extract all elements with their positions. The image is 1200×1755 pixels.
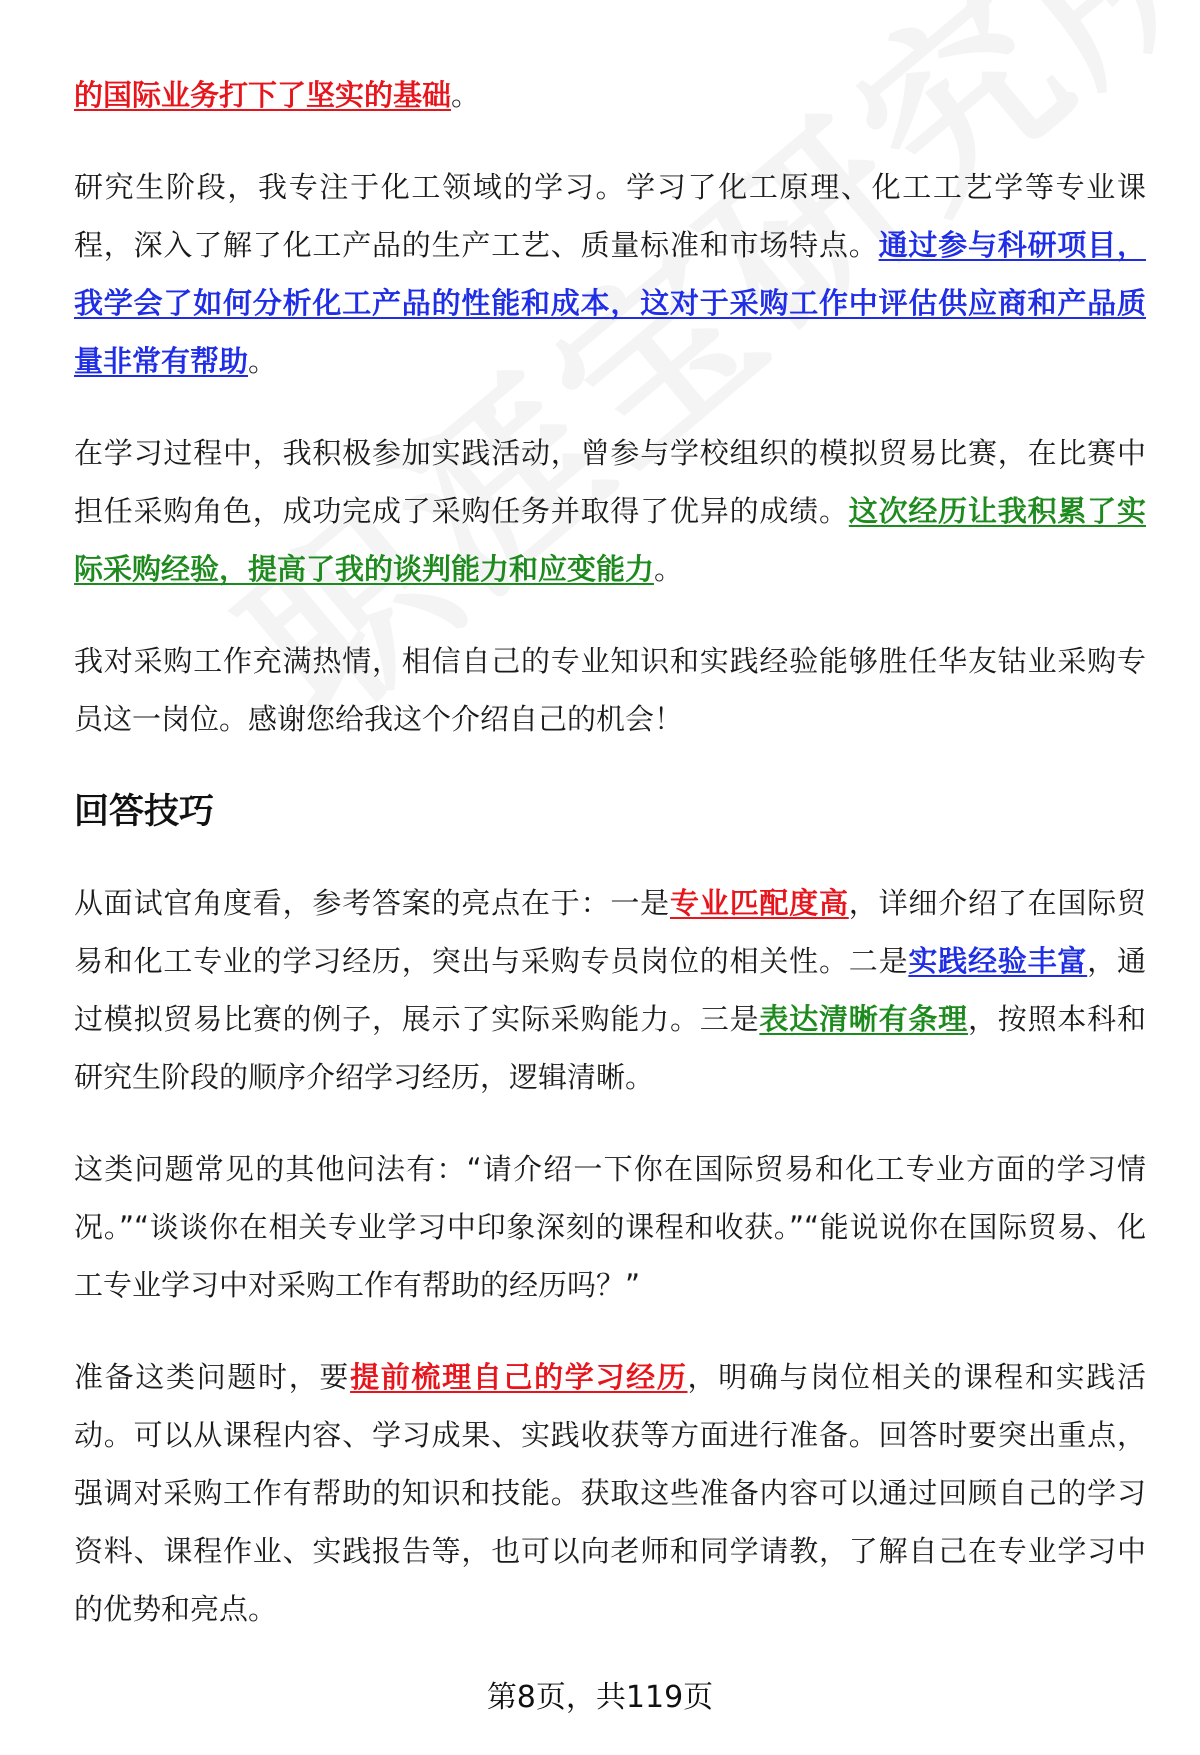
tips-paragraph-3 xyxy=(74,1348,1146,1638)
text-run: 研究生阶段，我专注于化工领域的学习。学习了化工原理、化工工艺学等专业课程，深入了解了化工产品的生产工艺、质量标准和市场特点。 xyxy=(74,170,1146,262)
tips-paragraph-2 xyxy=(74,1140,1146,1314)
text-run: 我对采购工作充满热情，相信自己的专业知识和实践经验能够胜任华友钴业采购专员这一岗位。感谢您给我这个介绍自己的机会！ xyxy=(74,644,1146,736)
text-run: 在学习过程中，我积极参加实践活动，曾参与学校组织的模拟贸易比赛，在比赛中担任采购角色，成功完成了采购任务并取得了优异的成绩。 xyxy=(74,436,1146,528)
text-run: ，按照本科和研究生阶段的顺序介绍学习经历，逻辑清晰。 xyxy=(74,1002,1146,1094)
highlight-green: 这次经历让我积累了实际采购经验，提高了我的谈判能力和应变能力 xyxy=(74,494,1146,586)
answer-paragraphs xyxy=(74,66,1146,748)
answer-paragraph-2 xyxy=(74,158,1146,390)
text-run: 。 xyxy=(654,552,684,586)
text-run: 从面试官角度看，参考答案的亮点在于：一是 xyxy=(74,886,670,920)
answer-paragraph-4 xyxy=(74,632,1146,748)
text-run: 这类问题常见的其他问法有：“请介绍一下你在国际贸易和化工专业方面的学习情况。”“谈谈你在相关专业学习中印象深刻的课程和收获。”“能说说你在国际贸易、化工专业学习中对采购工作有帮助的经历吗？” xyxy=(74,1152,1146,1302)
highlight-red: 的国际业务打下了坚实的基础 xyxy=(74,78,452,112)
tips-paragraphs xyxy=(74,874,1146,1638)
highlight-blue: 实践经验丰富 xyxy=(908,944,1088,978)
text-run: ，明确与岗位相关的课程和实践活动。可以从课程内容、学习成果、实践收获等方面进行准备。回答时要突出重点，强调对采购工作有帮助的知识和技能。获取这些准备内容可以通过回顾自己的学习资料、课程作业、实践报告等，也可以向老师和同学请教，了解自己在专业学习中的优势和亮点。 xyxy=(74,1360,1146,1626)
text-run: 。 xyxy=(248,344,278,378)
highlight-blue: 通过参与科研项目，我学会了如何分析化工产品的性能和成本，这对于采购工作中评估供应商和产品质量非常有帮助 xyxy=(74,228,1146,378)
text-run: ，通过模拟贸易比赛的例子，展示了实际采购能力。三是 xyxy=(74,944,1146,1036)
text-run: 准备这类问题时，要 xyxy=(74,1360,351,1394)
page-number-footer: 第8页，共119页 xyxy=(486,1680,714,1715)
text-run: ，详细介绍了在国际贸易和化工专业的学习经历，突出与采购专员岗位的相关性。二是 xyxy=(74,886,1146,978)
highlight-red: 专业匹配度高 xyxy=(669,886,849,920)
highlight-red: 提前梳理自己的学习经历 xyxy=(350,1360,688,1394)
document-body xyxy=(74,66,1146,1672)
section-title: 回答技巧 xyxy=(74,792,215,832)
highlight-green: 表达清晰有条理 xyxy=(759,1002,968,1036)
answer-paragraph-3 xyxy=(74,424,1146,598)
answer-paragraph-1 xyxy=(74,66,1146,124)
tips-paragraph-1 xyxy=(74,874,1146,1106)
text-run: 。 xyxy=(451,78,481,112)
